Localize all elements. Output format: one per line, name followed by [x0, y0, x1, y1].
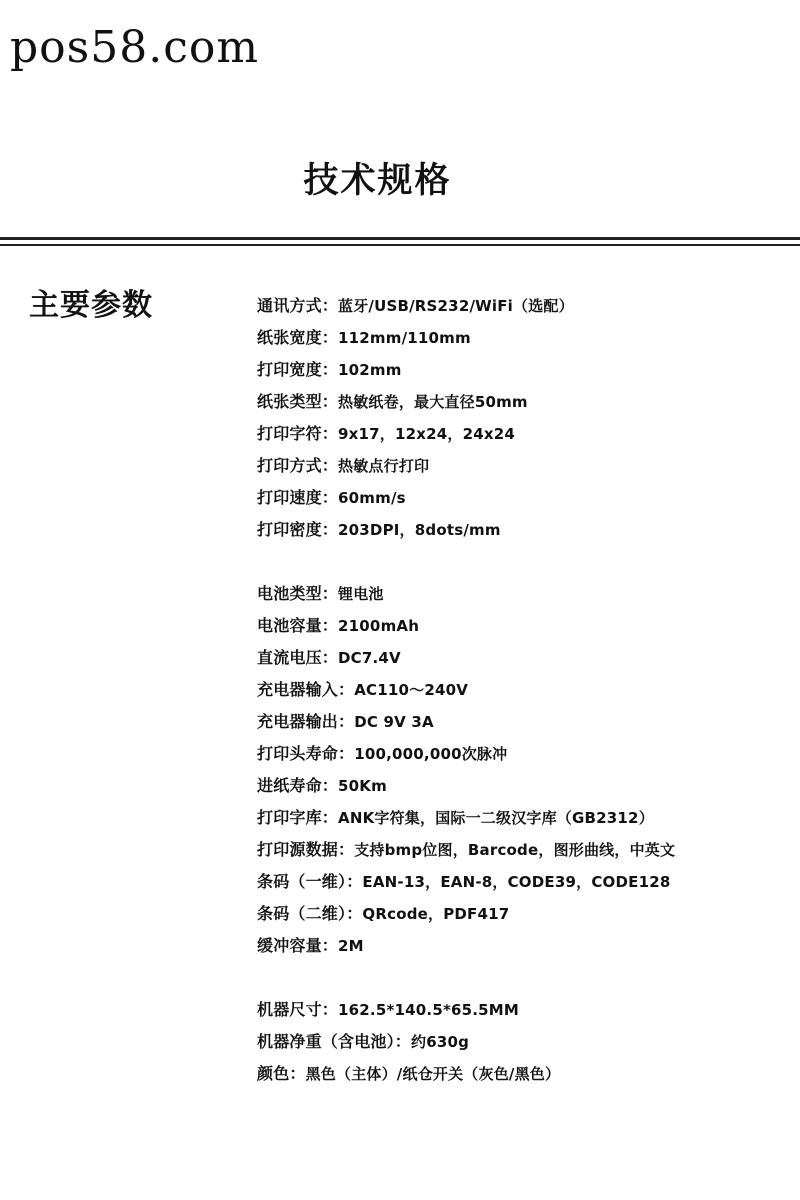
spec-group [257, 578, 797, 962]
spec-label: 充电器输入： [257, 680, 355, 699]
spec-row [257, 386, 797, 418]
spec-row [257, 290, 797, 322]
spec-list [257, 290, 797, 1122]
spec-row [257, 1026, 797, 1058]
spec-value: AC110～240V [354, 681, 469, 699]
spec-label: 打印字库： [257, 808, 339, 827]
spec-row [257, 706, 797, 738]
spec-value: 热敏纸卷，最大直径50mm [338, 393, 528, 411]
spec-label: 打印速度： [257, 488, 339, 507]
spec-value: 支持bmp位图，Barcode，图形曲线，中英文 [354, 841, 676, 859]
spec-row [257, 866, 797, 898]
spec-value: 203DPI，8dots/mm [338, 521, 501, 539]
spec-row [257, 354, 797, 386]
spec-value: 102mm [338, 361, 402, 379]
spec-row [257, 994, 797, 1026]
spec-row [257, 738, 797, 770]
spec-label: 纸张宽度： [257, 328, 339, 347]
spec-group [257, 290, 797, 546]
spec-label: 条码（二维）： [257, 904, 363, 923]
spec-value: 黑色（主体）/纸仓开关（灰色/黑色） [305, 1065, 561, 1083]
spec-row [257, 578, 797, 610]
spec-value: DC7.4V [338, 649, 401, 667]
spec-label: 条码（一维）： [257, 872, 363, 891]
spec-label: 进纸寿命： [257, 776, 339, 795]
spec-row [257, 898, 797, 930]
spec-row [257, 482, 797, 514]
spec-value: 约630g [411, 1033, 470, 1051]
spec-value: 热敏点行打印 [338, 457, 430, 475]
spec-label: 打印宽度： [257, 360, 339, 379]
spec-row [257, 450, 797, 482]
spec-label: 电池类型： [257, 584, 339, 603]
spec-value: 60mm/s [338, 489, 406, 507]
spec-value: 112mm/110mm [338, 329, 471, 347]
spec-label: 打印源数据： [257, 840, 355, 859]
spec-value: 9x17，12x24，24x24 [338, 425, 516, 443]
spec-label: 通讯方式： [257, 296, 339, 315]
spec-row [257, 610, 797, 642]
spec-value: ANK字符集，国际一二级汉字库（GB2312） [338, 809, 654, 827]
watermark-logo: pos58.com [10, 22, 260, 73]
spec-label: 打印字符： [257, 424, 339, 443]
spec-label: 颜色： [257, 1064, 306, 1083]
spec-value: 蓝牙/USB/RS232/WiFi（选配） [338, 297, 574, 315]
spec-group [257, 994, 797, 1090]
spec-label: 直流电压： [257, 648, 339, 667]
spec-value: DC 9V 3A [354, 713, 434, 731]
spec-row [257, 674, 797, 706]
spec-value: QRcode，PDF417 [362, 905, 510, 923]
spec-label: 电池容量： [257, 616, 339, 635]
spec-row [257, 930, 797, 962]
spec-label: 打印密度： [257, 520, 339, 539]
section-label: 主要参数 [29, 288, 153, 323]
spec-row [257, 418, 797, 450]
spec-value: 锂电池 [338, 585, 384, 603]
spec-value: 2100mAh [338, 617, 420, 635]
spec-row [257, 802, 797, 834]
spec-value: 2M [338, 937, 364, 955]
spec-label: 打印头寿命： [257, 744, 355, 763]
spec-value: 162.5*140.5*65.5MM [338, 1001, 520, 1019]
spec-value: 50Km [338, 777, 387, 795]
spec-value: 100,000,000次脉冲 [354, 745, 508, 763]
divider-thick [0, 237, 800, 240]
spec-label: 打印方式： [257, 456, 339, 475]
spec-row [257, 514, 797, 546]
spec-label: 机器净重（含电池）： [257, 1032, 412, 1051]
spec-label: 纸张类型： [257, 392, 339, 411]
spec-row [257, 770, 797, 802]
spec-row [257, 1058, 797, 1090]
spec-row [257, 322, 797, 354]
page-title: 技术规格 [303, 161, 452, 201]
spec-label: 充电器输出： [257, 712, 355, 731]
spec-row [257, 834, 797, 866]
spec-label: 机器尺寸： [257, 1000, 339, 1019]
spec-row [257, 642, 797, 674]
spec-label: 缓冲容量： [257, 936, 339, 955]
spec-value: EAN-13，EAN-8，CODE39，CODE128 [362, 873, 671, 891]
divider-thin [0, 244, 800, 246]
